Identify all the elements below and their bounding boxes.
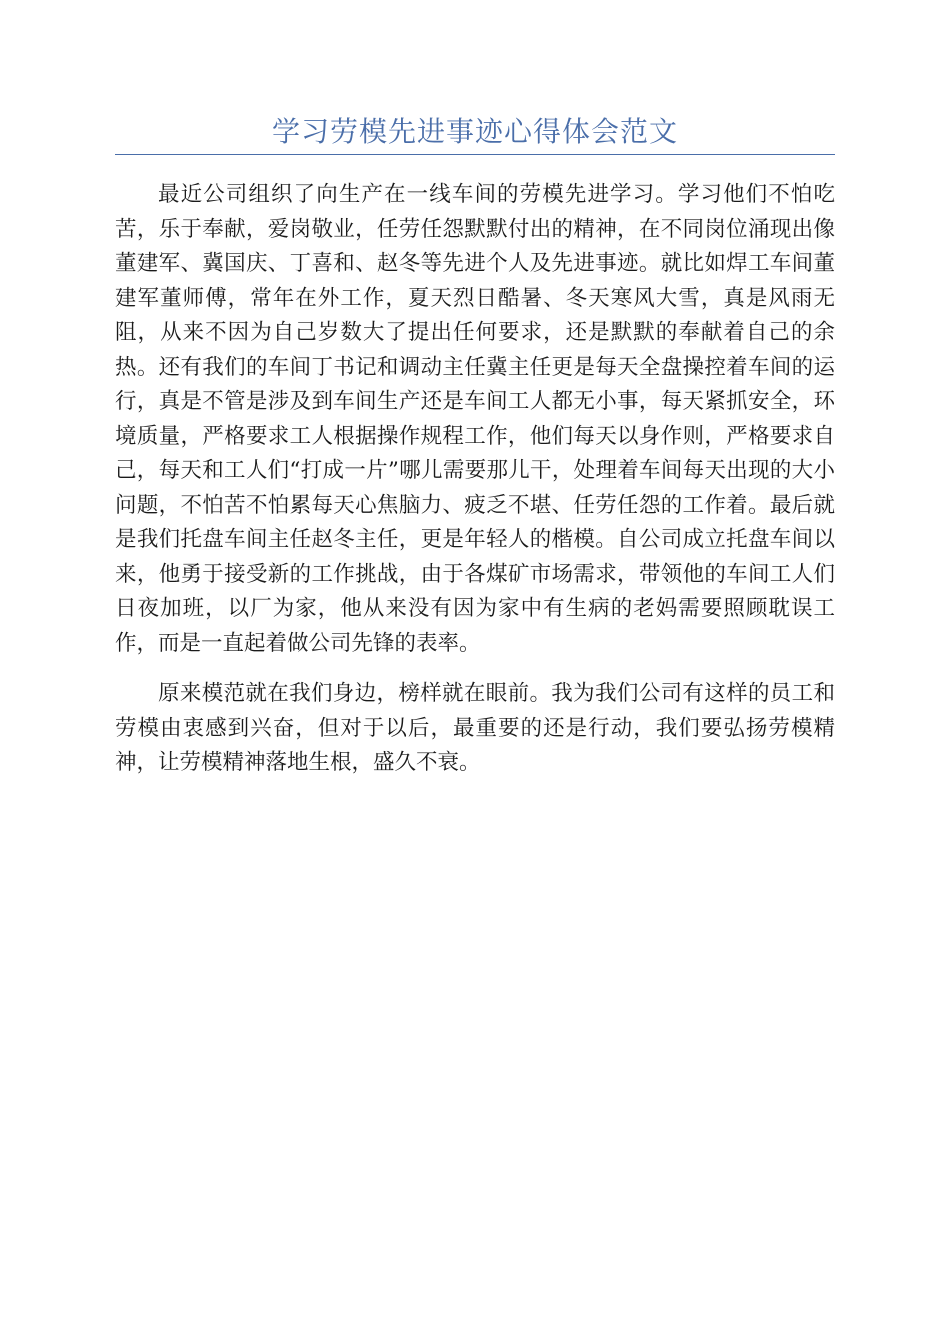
paragraph-2: 原来模范就在我们身边，榜样就在眼前。我为我们公司有这样的员工和劳模由衷感到兴奋，但对于以后，最重要的还是行动，我们要弘扬劳模精神，让劳模精神落地生根，盛久不衰。 (115, 681, 835, 775)
document-title: 学习劳模先进事迹心得体会范文 (271, 115, 678, 148)
title-underline (115, 154, 835, 155)
document-body (115, 178, 835, 781)
paragraph-1: 最近公司组织了向生产在一线车间的劳模先进学习。学习他们不怕吃苦，乐于奉献，爱岗敬业，任劳任怨默默付出的精神，在不同岗位涌现出像董建军、冀国庆、丁喜和、赵冬等先进个人及先进事迹。就比如焊工车间董建军董师傅，常年在外工作，夏天烈日酷暑、冬天寒风大雪，真是风雨无阻，从来不因为自己岁数大了提出任何要求，还是默默的奉献着自己的余热。还有我们的车间丁书记和调动主任冀主任更是每天全盘操控着车间的运行，真是不管是涉及到车间生产还是车间工人都无小事，每天紧抓安全，环境质量，严格要求工人根据操作规程工作，他们每天以身作则，严格要求自己，每天和工人们“打成一片”哪儿需要那儿干，处理着车间每天出现的大小问题，不怕苦不怕累每天心焦脑力、疲乏不堪、任劳任怨的工作着。最后就是我们托盘车间主任赵冬主任，更是年轻人的楷模。自公司成立托盘车间以来，他勇于接受新的工作挑战，由于各煤矿市场需求，带领他的车间工人们日夜加班，以厂为家，他从来没有因为家中有生病的老妈需要照顾耽误工作，而是一直起着做公司先锋的表率。 (115, 182, 835, 656)
